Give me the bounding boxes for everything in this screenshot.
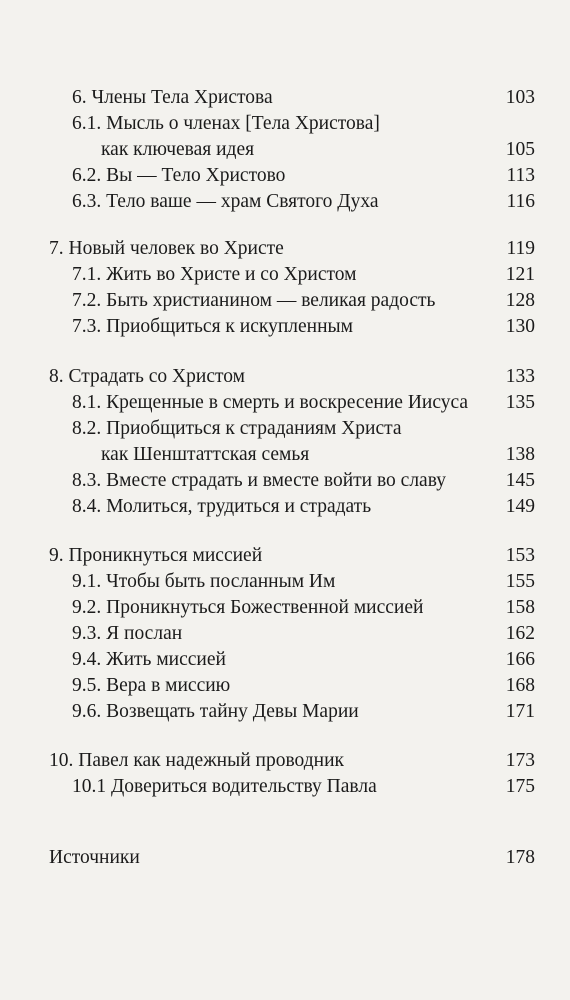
- toc-page-number: 135: [505, 392, 535, 413]
- toc-section-7-3[interactable]: [0, 313, 570, 341]
- toc-entry-title: 8.1. Крещенные в смерть и воскресение Иисуса: [72, 392, 469, 413]
- toc-page-number: 116: [506, 191, 535, 212]
- toc-section-8-4[interactable]: [0, 493, 570, 521]
- toc-chapter-7[interactable]: [0, 235, 570, 263]
- toc-section-8-3[interactable]: [0, 467, 570, 495]
- toc-entry-title: 8.4. Молиться, трудиться и страдать: [72, 496, 372, 517]
- toc-page-number: 133: [505, 366, 535, 387]
- toc-entry-title: 8.2. Приобщиться к страданиям Христа: [72, 418, 402, 439]
- toc-sources[interactable]: [0, 844, 570, 872]
- toc-page-number: 173: [505, 750, 535, 771]
- toc-section-9-3[interactable]: [0, 620, 570, 648]
- toc-entry-title: 9. Проникнуться миссией: [49, 545, 263, 566]
- toc-page-number: 158: [505, 597, 535, 618]
- toc-section-9-6[interactable]: [0, 698, 570, 726]
- toc-entry-title: 6.2. Вы — Тело Христово: [72, 165, 286, 186]
- toc-section-10-1[interactable]: [0, 773, 570, 801]
- toc-entry-title: 7. Новый человек во Христе: [49, 238, 284, 259]
- toc-page-number: 113: [506, 165, 535, 186]
- toc-entry-title: 9.6. Возвещать тайну Девы Марии: [72, 701, 359, 722]
- toc-page-number: 155: [505, 571, 535, 592]
- toc-entry-title: 7.1. Жить во Христе и со Христом: [72, 264, 357, 285]
- toc-entry-title: 8.3. Вместе страдать и вместе войти во славу: [72, 470, 446, 491]
- toc-section-9-5[interactable]: [0, 672, 570, 700]
- toc-entry-title: 9.2. Проникнуться Божественной миссией: [72, 597, 424, 618]
- toc-page-number: 153: [505, 545, 535, 566]
- toc-entry-title: 9.5. Вера в миссию: [72, 675, 231, 696]
- toc-section-6-1-continued[interactable]: [0, 136, 570, 164]
- toc-entry-title: 10.1 Довериться водительству Павла: [72, 776, 377, 797]
- toc-chapter-9[interactable]: [0, 542, 570, 570]
- toc-page-number: 130: [505, 316, 535, 337]
- toc-entry-title: 8. Страдать со Христом: [49, 366, 245, 387]
- toc-page-number: 145: [505, 470, 535, 491]
- toc-entry-title: 6.1. Мысль о членах [Тела Христова]: [72, 113, 380, 134]
- toc-entry-title: 7.2. Быть христианином — великая радость: [72, 290, 436, 311]
- toc-entry-title: Источники: [49, 847, 140, 868]
- toc-entry-title: 6.3. Тело ваше — храм Святого Духа: [72, 191, 379, 212]
- toc-entry-title: 9.4. Жить миссией: [72, 649, 226, 670]
- toc-section-8-1[interactable]: [0, 389, 570, 417]
- toc-entry-title: как ключевая идея: [101, 139, 255, 160]
- toc-page-number: 128: [505, 290, 535, 311]
- toc-section-7-1[interactable]: [0, 261, 570, 289]
- toc-section-6-2[interactable]: [0, 162, 570, 190]
- toc-page-number: 149: [505, 496, 535, 517]
- toc-chapter-6[interactable]: [0, 84, 570, 112]
- toc-entry-title: 9.3. Я послан: [72, 623, 183, 644]
- toc-section-6-3[interactable]: [0, 188, 570, 216]
- toc-page-number: 171: [505, 701, 535, 722]
- toc-section-9-1[interactable]: [0, 568, 570, 596]
- toc-page-number: 166: [505, 649, 535, 670]
- toc-page-number: 138: [505, 444, 535, 465]
- toc-chapter-10[interactable]: [0, 747, 570, 775]
- toc-chapter-8[interactable]: [0, 363, 570, 391]
- toc-entry-title: 7.3. Приобщиться к искупленным: [72, 316, 353, 337]
- toc-entry-title: 10. Павел как надежный проводник: [49, 750, 344, 771]
- toc-section-9-4[interactable]: [0, 646, 570, 674]
- toc-entry-title: как Шенштаттская семья: [101, 444, 310, 465]
- toc-page-number: 119: [506, 238, 535, 259]
- toc-page-number: 168: [505, 675, 535, 696]
- toc-page-number: 175: [505, 776, 535, 797]
- toc-section-8-2-continued[interactable]: [0, 441, 570, 469]
- toc-page-number: 162: [505, 623, 535, 644]
- toc-page-number: 103: [505, 87, 535, 108]
- toc-entry-title: 9.1. Чтобы быть посланным Им: [72, 571, 336, 592]
- toc-entry-title: 6. Члены Тела Христова: [72, 87, 273, 108]
- toc-section-7-2[interactable]: [0, 287, 570, 315]
- toc-page-number: 105: [505, 139, 535, 160]
- toc-section-9-2[interactable]: [0, 594, 570, 622]
- toc-section-6-1[interactable]: [0, 110, 570, 138]
- toc-section-8-2[interactable]: [0, 415, 570, 443]
- toc-page-number: 121: [505, 264, 535, 285]
- toc-page-number: 178: [505, 847, 535, 868]
